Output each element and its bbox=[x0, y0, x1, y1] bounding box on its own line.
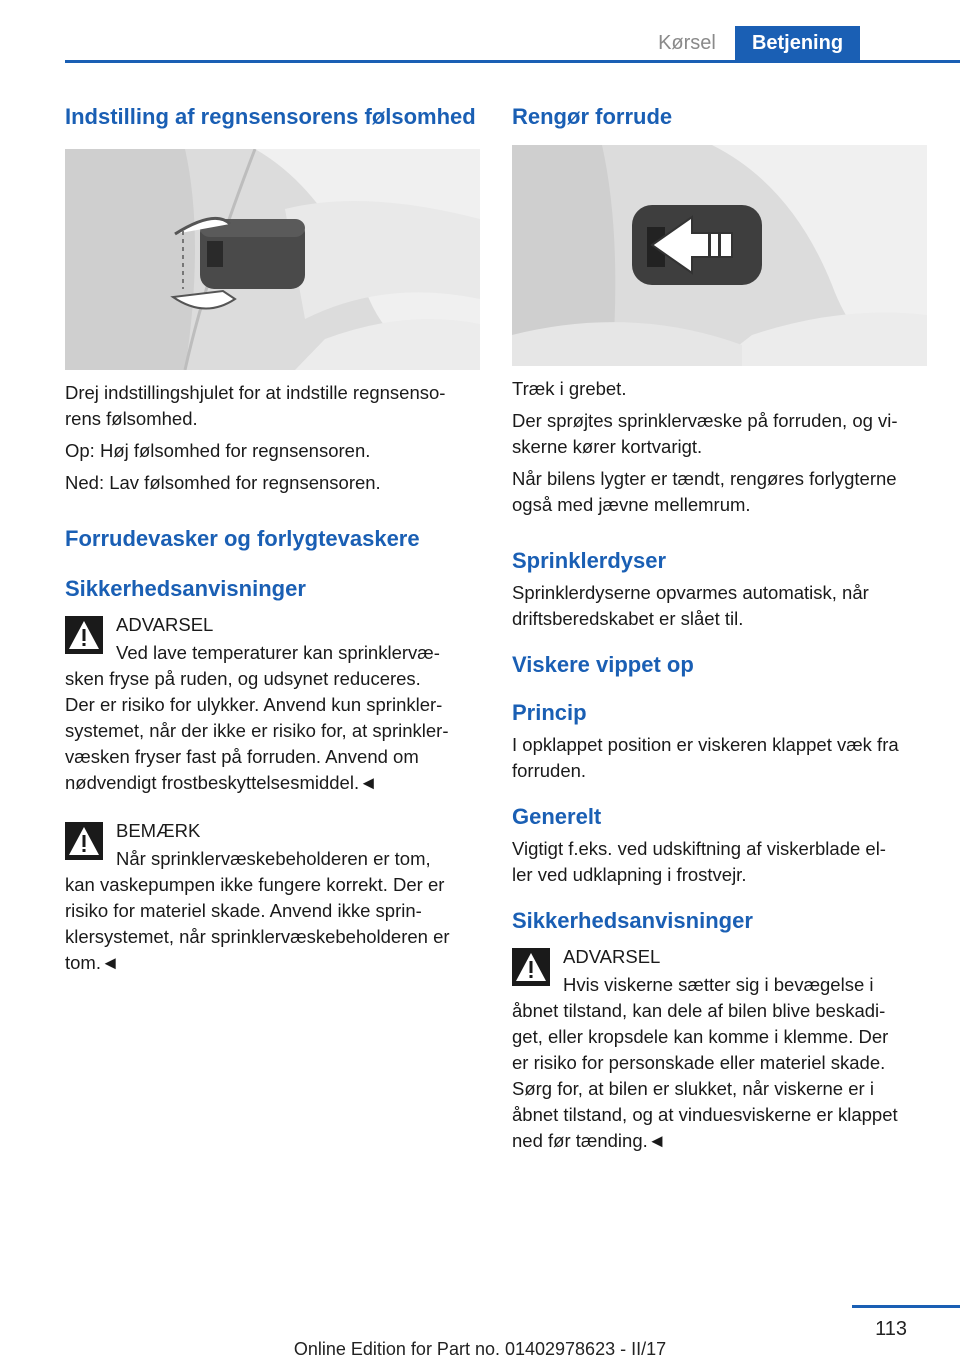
warning-triangle-icon bbox=[65, 616, 103, 654]
warning-line-1a: Ved lave temperaturer kan sprinklervæ‐ bbox=[116, 642, 440, 663]
footer-rule bbox=[852, 1305, 960, 1308]
paragraph-spray: Der sprøjtes sprinklervæske på forruden, og vi‐ skerne kører kortvarigt. bbox=[512, 410, 898, 457]
warning-line-2a: Når sprinklervæskebeholderen er tom, bbox=[116, 848, 431, 869]
warning-body-3: åbnet tilstand, kan dele af bilen blive beskadi‐ get, eller kropsdele kan komme i klemme. Der er risiko for personskade eller materiel skade. Sørg for, at bilen er slukket, når viskerne er i åbnet tilstand, og at vinduesviskerne er klappet ned før tænding.◄ bbox=[512, 1000, 898, 1151]
heading-nozzles: Sprinklerdyser bbox=[512, 548, 667, 573]
paragraph-nozzles: Sprinklerdyserne opvarmes automatisk, når driftsberedskabet er slået til. bbox=[512, 582, 869, 629]
warning-title-2: BEMÆRK bbox=[116, 820, 201, 841]
warning-body-1: sken fryse på ruden, og udsynet reduceres. Der er risiko for ulykker. Anvend kun sprinkler‐ systemet, når der ikke er risiko for, at sprinkler‐ væsken fryser fast på forruden. Anvend om nødvendigt frostbeskyttelsesmiddel.◄ bbox=[65, 668, 449, 793]
header-tab-betjening[interactable]: Betjening bbox=[735, 26, 860, 60]
footer-edition: Online Edition for Part no. 01402978623 - II/17 bbox=[293, 1339, 667, 1359]
page-header bbox=[0, 0, 960, 62]
heading-clean-windshield: Rengør forrude bbox=[512, 104, 673, 129]
header-rule bbox=[65, 60, 960, 63]
heading-safety-right: Sikkerhedsanvisninger bbox=[512, 908, 753, 933]
warning-title-1: ADVARSEL bbox=[116, 614, 214, 635]
right-column bbox=[512, 100, 927, 1154]
warning-body-2: kan vaskepumpen ikke fungere korrekt. Der er risiko for materiel skade. Anvend ikke sprin‐ klersystemet, når sprinklervæskebeholderen er tom.◄ bbox=[65, 874, 450, 973]
warning-triangle-icon bbox=[512, 948, 550, 986]
heading-general: Generelt bbox=[512, 804, 602, 829]
heading-wipers-up: Viskere vippet op bbox=[512, 652, 694, 677]
paragraph-up: Op: Høj følsomhed for regnsensoren. bbox=[65, 440, 371, 461]
warning-triangle-icon bbox=[65, 822, 103, 860]
heading-principle: Princip bbox=[512, 700, 587, 725]
warning-line-3a: Hvis viskerne sætter sig i bevægelse i bbox=[563, 974, 874, 995]
paragraph-down: Ned: Lav følsomhed for regnsensoren. bbox=[65, 472, 381, 493]
heading-washer: Forrudevasker og forlygtevaskere bbox=[65, 526, 420, 551]
header-tab-korsel[interactable]: Kørsel bbox=[658, 32, 716, 54]
paragraph-turn-wheel: Drej indstillingshjulet for at indstille regnsenso‐ rens følsomhed. bbox=[65, 382, 446, 429]
left-column bbox=[65, 100, 480, 976]
warning-block-1 bbox=[65, 612, 480, 796]
warning-block-2 bbox=[65, 818, 480, 976]
warning-block-3 bbox=[512, 944, 927, 1154]
heading-safety-left: Sikkerhedsanvisninger bbox=[65, 576, 306, 601]
page-number: 113 bbox=[875, 1318, 907, 1340]
paragraph-general: Vigtigt f.eks. ved udskiftning af viskerblade el‐ ler ved udklapning i frostvejr. bbox=[512, 838, 886, 885]
paragraph-principle: I opklappet position er viskeren klappet væk fra forruden. bbox=[512, 734, 899, 781]
illustration-rain-sensor-wheel bbox=[65, 149, 480, 370]
illustration-washer-lever bbox=[512, 145, 927, 366]
heading-sensitivity: Indstilling af regnsensorens følsomhed bbox=[65, 104, 476, 129]
paragraph-pull-lever: Træk i grebet. bbox=[512, 378, 627, 399]
paragraph-headlights: Når bilens lygter er tændt, rengøres forlygterne også med jævne mellemrum. bbox=[512, 468, 897, 515]
warning-title-3: ADVARSEL bbox=[563, 946, 661, 967]
